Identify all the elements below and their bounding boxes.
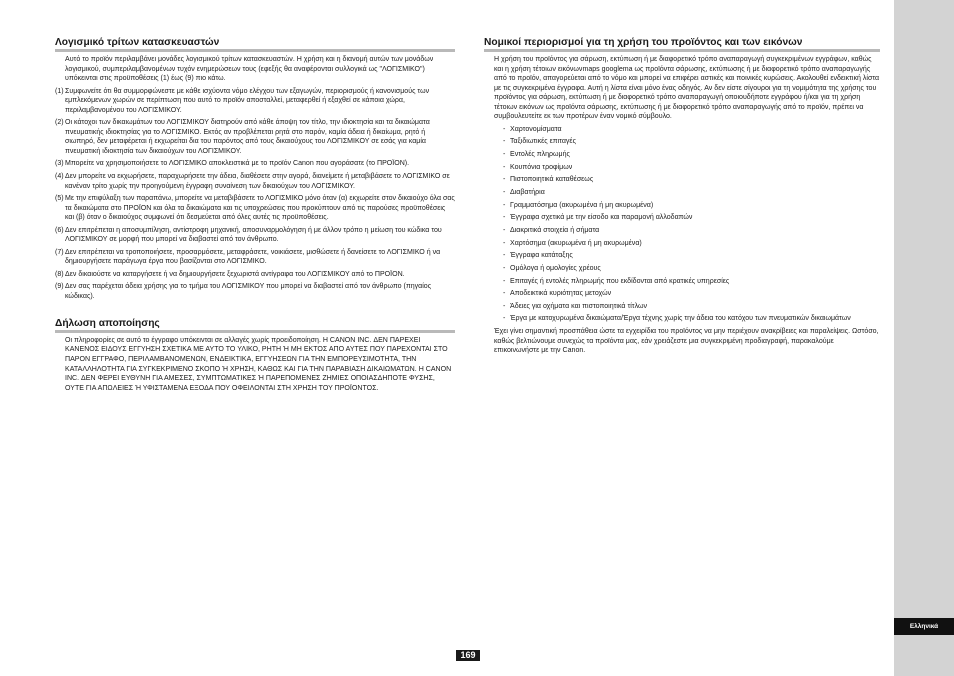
bullet-dash: - xyxy=(503,214,506,222)
restricted-document-text: Επιταγές ή εντολές πληρωμής που εκδίδονται από κρατικές υπηρεσίες xyxy=(510,277,730,285)
restricted-document-text: Χαρτόσημα (ακυρωμένα ή μη ακυρωμένα) xyxy=(510,239,642,247)
bullet-dash: - xyxy=(503,151,506,159)
condition-number: (1) xyxy=(55,87,64,95)
condition-item xyxy=(55,118,455,156)
restricted-document-text: Έγγραφα κατάταξης xyxy=(510,252,573,260)
bullet-dash: - xyxy=(503,290,506,298)
condition-item xyxy=(55,248,455,267)
condition-text: Δεν σας παρέχεται άδεια χρήσης για το τμήμα του ΛΟΓΙΣΜΙΚΟΥ που μπορεί να διαβαστεί από τον άνθρωπο (πηγαίος κώδικας). xyxy=(65,283,432,301)
restricted-document-item xyxy=(484,264,880,274)
condition-number: (9) xyxy=(55,283,64,291)
restricted-document-text: Άδειες για οχήματα και πιστοποιητικά τίτλων xyxy=(510,302,648,310)
bullet-dash: - xyxy=(503,176,506,184)
condition-text: Δεν δικαιούστε να καταργήσετε ή να δημιουργήσετε ξεχωριστά αντίγραφα του ΛΟΓΙΣΜΙΚΟΥ από το ΠΡΟΪΟΝ. xyxy=(65,270,405,278)
bullet-dash: - xyxy=(503,125,506,133)
restricted-document-text: Διακριτικά στοιχεία ή σήματα xyxy=(510,226,600,234)
restricted-document-text: Διαβατήρια xyxy=(510,189,545,197)
restricted-document-item xyxy=(484,289,880,299)
condition-item xyxy=(55,159,455,169)
bullet-dash: - xyxy=(503,239,506,247)
condition-item xyxy=(55,87,455,116)
restricted-document-item xyxy=(484,213,880,223)
disclaimer-heading: Δήλωση αποποίησης xyxy=(55,318,455,333)
condition-number: (4) xyxy=(55,173,64,181)
legal-restrictions-heading: Νομικοί περιορισμοί για τη χρήση του προϊόντος και των εικόνων xyxy=(484,37,880,52)
restricted-document-item xyxy=(484,314,880,324)
restricted-document-item xyxy=(484,251,880,261)
restricted-document-text: Γραμματόσημα (ακυρωμένα ή μη ακυρωμένα) xyxy=(510,201,654,209)
condition-number: (6) xyxy=(55,226,64,234)
restricted-document-item xyxy=(484,226,880,236)
restricted-document-text: Πιστοποιητικά καταθέσεως xyxy=(510,176,594,184)
third-party-conditions-list xyxy=(55,87,455,302)
restricted-document-item xyxy=(484,188,880,198)
restricted-document-text: Αποδεικτικά κυριότητας μετοχών xyxy=(510,290,612,298)
bullet-dash: - xyxy=(503,163,506,171)
condition-text: Δεν επιτρέπεται η αποσυμπίληση, αντίστροφη μηχανική, αποσυναρμολόγηση ή με άλλον τρόπο η μείωση του κώδικα του ΛΟΓΙΣΜΙΚΟΥ σε μορφή που μπορεί να διαβαστεί από τον άνθρωπο. xyxy=(65,226,442,244)
condition-number: (3) xyxy=(55,160,64,168)
bullet-dash: - xyxy=(503,315,506,323)
disclaimer-text: Οι πληροφορίες σε αυτό το έγγραφο υπόκεινται σε αλλαγές χωρίς προειδοποίηση. Η CANON INC. ΔΕΝ ΠΑΡΕΧΕΙ ΚΑΝΕΝΟΣ ΕΙΔΟΥΣ ΕΓΓΥΗΣΗ ΣΧΕΤΙΚΑ ΜΕ ΑΥΤΟ ΤΟ ΥΛΙΚΟ, ΡΗΤΗ Ή ΜΗ ΕΚΤΟΣ ΑΠΟ ΑΥΤΕΣ ΠΟΥ ΠΑΡΕΧΟΝΤΑΙ ΣΤΟ ΠΑΡΟΝ ΕΓΓΡΑΦΟ, ΠΕΡΙΛΑΜΒΑΝΟΜΕΝΩΝ, ΕΝΔΕΙΚΤΙΚΑ, ΕΓΓΥΗΣΕΩΝ ΓΙΑ ΤΗΝ ΕΜΠΟΡΕΥΣΙΜΟΤΗΤΑ, ΤΗΝ ΚΑΤΑΛΛΗΛΟΤΗΤΑ ΓΙΑ ΣΥΓΚΕΚΡΙΜΕΝΟ ΣΚΟΠΟ Ή ΧΡΗΣΗ, ΚΑΘΩΣ ΚΑΙ ΓΙΑ ΤΗΝ ΠΑΡΑΒΙΑΣΗ ΔΙΚΑΙΩΜΑΤΩΝ. Η CANON INC. ΔΕΝ ΦΕΡΕΙ ΕΥΘΥΝΗ ΓΙΑ ΑΜΕΣΕΣ, ΣΥΜΠΤΩΜΑΤΙΚΕΣ Ή ΠΑΡΕΠΟΜΕΝΕΣ ΖΗΜΙΕΣ ΟΠΟΙΑΣΔΗΠΟΤΕ ΦΥΣΗΣ, ΟΥΤΕ ΓΙΑ ΑΠΩΛΕΙΕΣ Ή ΥΦΙΣΤΑΜΕΝΑ ΕΞΟΔΑ ΠΟΥ ΟΦΕΙΛΟΝΤΑΙ ΣΤΗ ΧΡΗΣΗ ΤΟΥ ΠΡΟΪΟΝΤΟΣ. xyxy=(65,336,452,392)
condition-number: (7) xyxy=(55,248,64,256)
condition-item xyxy=(55,226,455,245)
bullet-dash: - xyxy=(503,264,506,272)
right-column xyxy=(484,37,880,359)
condition-text: Μπορείτε να χρησιμοποιήσετε το ΛΟΓΙΣΜΙΚΟ αποκλειστικά με το προϊόν Canon που αγοράσατε (το ΠΡΟΪΟΝ). xyxy=(65,160,410,168)
legal-restrictions-intro: Η χρήση του προϊόντος για σάρωση, εκτύπωση ή με διαφορετικό τρόπο αναπαραγωγή συγκεκριμένων εγγράφων, καθώς και η χρήση τέτοιων εικόνωνmaps googlema ως προϊόντα σάρωσης, εκτύπωσης ή με διαφορετικό τρόπο αναπαραγωγής από το προϊόν, απαγορεύεται από το νόμο και μπορεί να επιφέρει αστικές και ποινικές κυρώσεις. Ακολουθεί ενδεικτική λίστα με τις συγκεκριμένα έγγραφα. Αυτή η λίστα είναι μόνο ένας οδηγός. Αν δεν είστε σίγουροι για τη νομιμότητα της χρήσης του προϊόντος για σάρωση, εκτύπωση ή με διαφορετικό τρόπο αναπαραγωγή οποιουδήποτε εγγράφου ή/και για τη χρήση τέτοιων εικόνων ως προϊόντα σάρωσης, εκτύπωσης ή με διαφορετικό τρόπο αναπαραγωγής από το προϊόν, πρέπει να συμβουλευτείτε εκ των προτέρων έναν νομικό σύμβουλο. xyxy=(494,56,880,121)
bullet-dash: - xyxy=(503,277,506,285)
restricted-document-item xyxy=(484,277,880,287)
restricted-document-item xyxy=(484,137,880,147)
legal-restrictions-outro: Έχει γίνει σημαντική προσπάθεια ώστε τα εγχειρίδια του προϊόντος να μην περιέχουν ανακρίβειες και παραλείψεις. Ωστόσο, καθώς βελτιώνουμε συνεχώς τα προϊόντα μας, εάν χρειάζεστε μια συγκεκριμένη προδιαγραφή, παρακαλούμε επικοινωνήστε με την Canon. xyxy=(494,328,879,355)
restricted-document-text: Εντολές πληρωμής xyxy=(510,151,570,159)
condition-text: Δεν μπορείτε να εκχωρήσετε, παραχωρήσετε την άδεια, διαθέσετε στην αγορά, διανείμετε ή μεταβιβάσετε το ΛΟΓΙΣΜΙΚΟ σε κανέναν τρίτο χωρίς την προηγούμενη έγγραφη συναίνεση των δικαιούχων του ΛΟΓΙΣΜΙΚΟΥ. xyxy=(65,173,450,190)
bullet-dash: - xyxy=(503,138,506,146)
third-party-software-heading: Λογισμικό τρίτων κατασκευαστών xyxy=(55,37,455,52)
condition-number: (8) xyxy=(55,270,64,278)
restricted-document-item xyxy=(484,239,880,249)
left-column xyxy=(55,37,455,394)
condition-item xyxy=(55,172,455,191)
condition-number: (5) xyxy=(55,195,64,203)
restricted-documents-list xyxy=(484,125,880,324)
restricted-document-text: Χαρτονομίσματα xyxy=(510,125,562,133)
third-party-intro: Αυτό το προϊόν περιλαμβάνει μονάδες λογισμικού τρίτων κατασκευαστών. Η χρήση και η διανομή αυτών των μονάδων λογισμικού, συμπεριλαμβανομένων τυχόν ενημερώσεων τους (εφεξής θα αναφέρονται συλλογικά ως "ΛΟΓΙΣΜΙΚΟ") υπόκεινται στις προϋποθέσεις (1) έως (9) πιο κάτω. xyxy=(65,56,434,83)
side-bar xyxy=(894,0,954,676)
condition-text: Οι κάτοχοι των δικαιωμάτων του ΛΟΓΙΣΜΙΚΟΥ διατηρούν από κάθε άποψη τον τίτλο, την ιδιοκτησία και τα δικαιώματα πνευματικής ιδιοκτησίας για το ΛΟΓΙΣΜΙΚΟ. Εκτός αν προβλέπεται ρητά στο παρόν, καμία άδεια ή δικαίωμα, ρητό ή σιωπηρό, δεν μεταφέρεται ή εκχωρείται δια του παρόντος από τους δικαιούχους του ΛΟΓΙΣΜΙΚΟΥ σε εσάς για καμία πνευματική ιδιοκτησία των δικαιούχων του ΛΟΓΙΣΜΙΚΟΥ. xyxy=(65,119,430,155)
page-number: 169 xyxy=(456,650,480,661)
bullet-dash: - xyxy=(503,201,506,209)
condition-text: Με την επιφύλαξη των παραπάνω, μπορείτε να μεταβιβάσετε το ΛΟΓΙΣΜΙΚΟ μόνο όταν (α) εκχωρείτε στον δικαιούχο όλα σας τα δικαιώματα στο ΠΡΟΪΟΝ και όλα τα δικαιώματα και τις υποχρεώσεις που προκύπτουν από τις παρούσες προϋποθέσεις και (β) όταν ο δικαιούχος συμφωνεί ότι δεσμεύεται από όλες αυτές τις προϋποθέσεις. xyxy=(65,195,455,222)
restricted-document-item xyxy=(484,302,880,312)
bullet-dash: - xyxy=(503,189,506,197)
restricted-document-item xyxy=(484,175,880,185)
restricted-document-text: Έργα με κατοχυρωμένα δικαιώματα/Έργα τέχνης χωρίς την άδεια του κατόχου των πνευματικών δικαιωμάτων xyxy=(510,315,851,323)
bullet-dash: - xyxy=(503,252,506,260)
restricted-document-text: Ομόλογα ή ομολογίες χρέους xyxy=(510,264,601,272)
restricted-document-text: Κουπόνια τροφίμων xyxy=(510,163,573,171)
condition-text: Συμφωνείτε ότι θα συμμορφώνεστε με κάθε ισχύοντα νόμο ελέγχου των εξαγωγών, περιορισμούς ή κανονισμούς των εμπλεκόμενων χωρών σε περίπτωση που αυτό το προϊόν αποσταλλεί, μεταφερθεί ή εξαχθεί σε κάποια χώρα, περιλαμβανομένου του ΛΟΓΙΣΜΙΚΟΥ. xyxy=(65,87,430,114)
restricted-document-text: Ταξιδιωτικές επιταγές xyxy=(510,138,576,146)
restricted-document-item xyxy=(484,201,880,211)
condition-item xyxy=(55,270,455,280)
restricted-document-item xyxy=(484,150,880,160)
restricted-document-item xyxy=(484,163,880,173)
restricted-document-text: Έγγραφα σχετικά με την είσοδο και παραμονή αλλοδαπών xyxy=(510,214,693,222)
bullet-dash: - xyxy=(503,302,506,310)
condition-item xyxy=(55,282,455,301)
bullet-dash: - xyxy=(503,226,506,234)
condition-item xyxy=(55,194,455,223)
condition-number: (2) xyxy=(55,119,64,127)
restricted-document-item xyxy=(484,125,880,135)
condition-text: Δεν επιτρέπεται να τροποποιήσετε, προσαρμόσετε, μεταφράσετε, νοικιάσετε, μισθώσετε ή δανείσετε το ΛΟΓΙΣΜΙΚΟ ή να δημιουργήσετε παράγωγα έργα που βασίζονται στο ΛΟΓΙΣΜΙΚΟ. xyxy=(65,248,441,266)
language-tab[interactable]: Ελληνικά xyxy=(894,618,954,635)
